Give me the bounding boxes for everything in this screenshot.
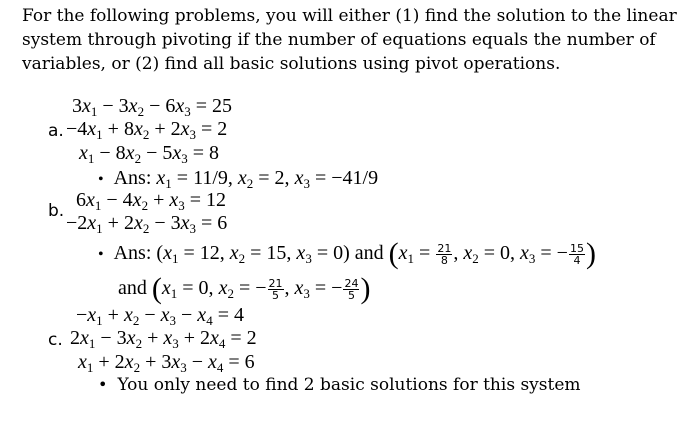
bullet-icon: •: [98, 171, 104, 188]
problem-a-label: a.: [48, 121, 64, 141]
problem-b-answer: • Ans: ($x_1 = 12$, $x_2 = 15$, $x_3 = 0$) and ($x_1$ = $\frac{21}{8}$ , $x_2 = 0$, $x_3$ = − $\frac{15}{4}$ ): [98, 237, 596, 270]
problem-c-label: c.: [48, 330, 63, 350]
fraction: $\frac{21}{5}$: [268, 276, 283, 302]
problem-a-answer: • Ans: $x_1 = 11/9$, $x_2 = 2$, $x_3 = -41/9$: [98, 167, 379, 191]
problem-b-answer-continued: and ($x_1 = 0$, $x_2$ = − $\frac{21}{5}$ , $x_3$ = − $\frac{24}{5}$ ): [118, 272, 371, 305]
instructions-line-3: variables, or (2) find all basic solutions using pivot operations.: [22, 54, 561, 74]
problem-a-equation-3: $x_1 - 8x_2 - 5x_3 = 8$: [79, 142, 220, 166]
bullet-icon: •: [98, 246, 104, 263]
problem-a-equation-2: $-4x_1 + 8x_2 + 2x_3 = 2$: [66, 118, 228, 142]
bullet-icon: •: [98, 375, 108, 394]
problem-b-label: b.: [48, 201, 65, 221]
problem-a-equation-1: $3x_1 - 3x_2 - 6x_3 = 25$: [72, 95, 233, 119]
problem-c-equation-2: $2x_1 - 3x_2 + x_3 + 2x_4 = 2$: [70, 327, 257, 351]
problem-b-equation-2: $-2x_1 + 2x_2 - 3x_3 = 6$: [66, 212, 228, 236]
fraction: $\frac{15}{4}$: [569, 241, 584, 267]
problem-c-equation-1: $-x_1 + x_2 - x_3 - x_4 = 4$: [76, 304, 244, 328]
problem-c-note: • You only need to find 2 basic solutions for this system: [98, 375, 581, 395]
instructions-paragraph: [22, 4, 682, 76]
fraction: $\frac{24}{5}$: [344, 276, 359, 302]
problem-c-equation-3: $x_1 + 2x_2 + 3x_3 - x_4 = 6$: [78, 351, 255, 375]
instructions-line-2: system through pivoting if the number of equations equals the number of: [22, 30, 656, 50]
instructions-line-1: For the following problems, you will either (1) find the solution to the linear: [22, 6, 677, 26]
fraction: $\frac{21}{8}$: [437, 241, 452, 267]
problem-b-equation-1: $6x_1 - 4x_2 + x_3 = 12$: [76, 189, 227, 213]
